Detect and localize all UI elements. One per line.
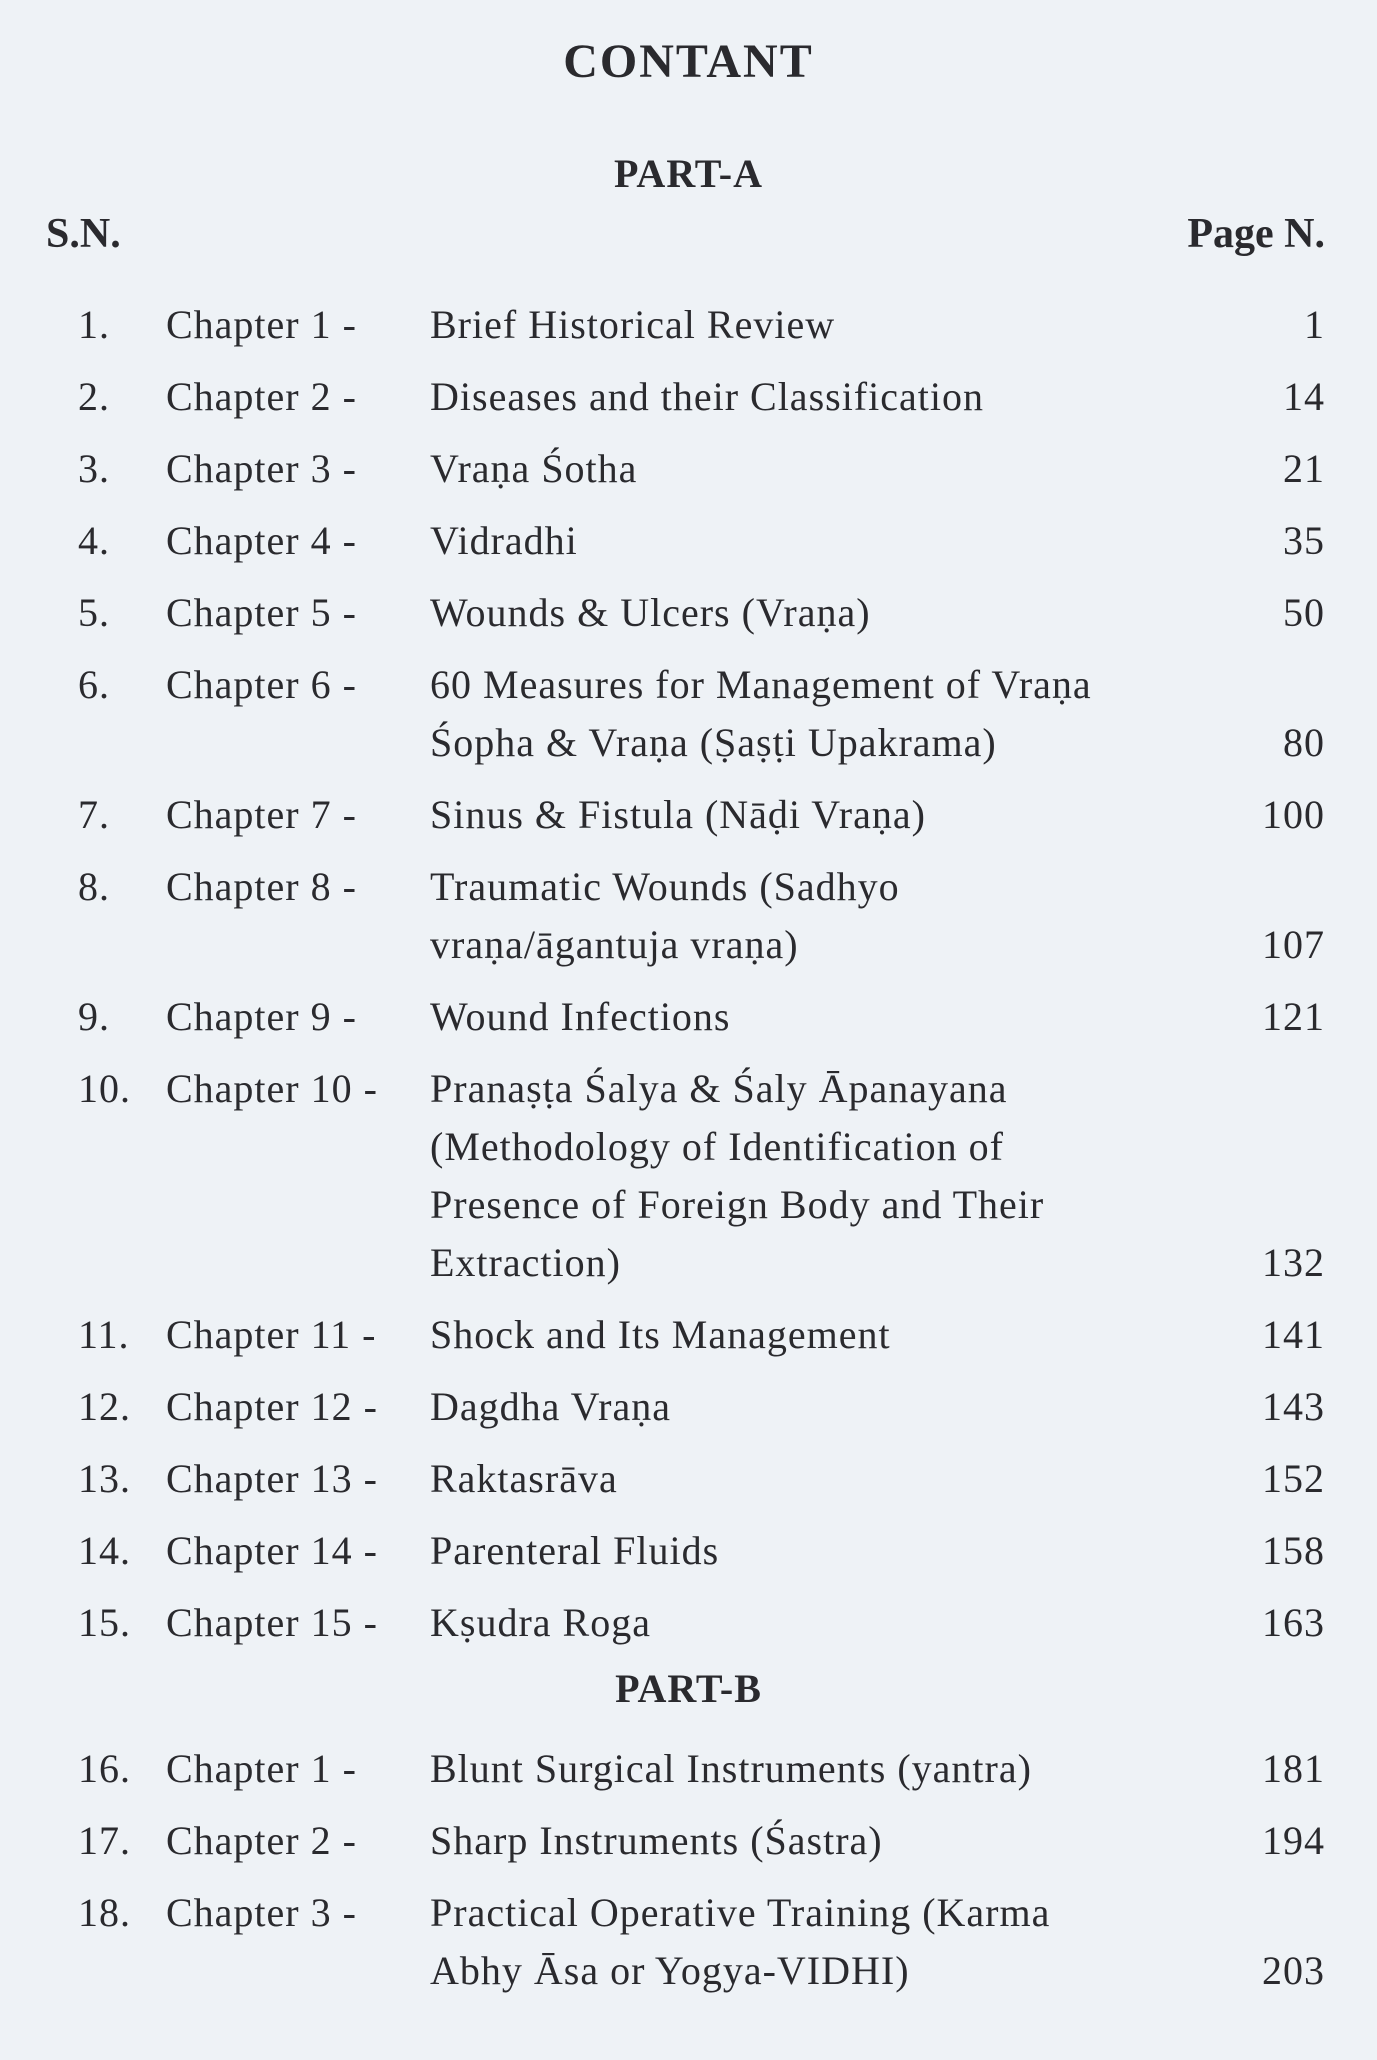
entry-title-line: Parenteral Fluids bbox=[430, 1528, 720, 1573]
entry-title-line: Practical Operative Training (Karma bbox=[430, 1890, 1051, 1935]
entry-title-line: Pranaṣṭa Śalya & Śaly Āpanayana bbox=[430, 1066, 1008, 1111]
entry-chapter-label: Chapter 2 - bbox=[166, 1818, 357, 1863]
entry-page-number: 50 bbox=[1283, 590, 1325, 635]
entry-serial-number: 9. bbox=[78, 994, 110, 1039]
entry-chapter-label: Chapter 3 - bbox=[166, 446, 357, 491]
entry-chapter-label: Chapter 5 - bbox=[166, 590, 357, 635]
entry-title-line: Kṣudra Roga bbox=[430, 1600, 651, 1645]
entry-title bbox=[430, 1594, 1250, 1652]
toc-entry bbox=[0, 786, 1377, 844]
page-title: CONTANT bbox=[563, 35, 814, 88]
entry-title-line: Vraṇa Śotha bbox=[430, 446, 638, 491]
entry-chapter-label: Chapter 7 - bbox=[166, 792, 357, 837]
entry-page-number: 14 bbox=[1283, 374, 1325, 419]
entry-title-line: Sinus & Fistula (Nāḍi Vraṇa) bbox=[430, 792, 926, 837]
entry-page-number: 181 bbox=[1262, 1746, 1325, 1791]
entry-title bbox=[430, 1812, 1250, 1870]
entry-page-number: 132 bbox=[1262, 1240, 1325, 1285]
entry-serial-number: 10. bbox=[78, 1066, 131, 1111]
entry-serial-number: 1. bbox=[78, 302, 110, 347]
entry-chapter-label: Chapter 13 - bbox=[166, 1456, 378, 1501]
entry-page-number: 163 bbox=[1262, 1600, 1325, 1645]
entry-title-line: Abhy Āsa or Yogya-VIDHI) bbox=[430, 1948, 910, 1993]
entry-chapter-label: Chapter 11 - bbox=[166, 1312, 377, 1357]
toc-entry bbox=[0, 988, 1377, 1046]
entry-title bbox=[430, 1060, 1250, 1292]
part-b-heading: PART-B bbox=[615, 1666, 762, 1711]
entry-title bbox=[430, 1884, 1250, 2000]
entry-title bbox=[430, 512, 1250, 570]
entry-serial-number: 18. bbox=[78, 1890, 131, 1935]
entry-page-number: 80 bbox=[1283, 720, 1325, 765]
entry-title-line: Sharp Instruments (Śastra) bbox=[430, 1818, 883, 1863]
entry-chapter-label: Chapter 9 - bbox=[166, 994, 357, 1039]
toc-entry bbox=[0, 1522, 1377, 1580]
toc-entry bbox=[0, 1306, 1377, 1364]
entry-chapter-label: Chapter 3 - bbox=[166, 1890, 357, 1935]
entry-title bbox=[430, 858, 1250, 974]
entry-title bbox=[430, 1740, 1250, 1798]
entry-page-number: 194 bbox=[1262, 1818, 1325, 1863]
entry-serial-number: 17. bbox=[78, 1818, 131, 1863]
entry-serial-number: 14. bbox=[78, 1528, 131, 1573]
entry-chapter-label: Chapter 15 - bbox=[166, 1600, 378, 1645]
entry-page-number: 203 bbox=[1262, 1948, 1325, 1993]
entry-title bbox=[430, 1522, 1250, 1580]
entry-page-number: 121 bbox=[1262, 994, 1325, 1039]
entry-title bbox=[430, 656, 1250, 772]
toc-entry bbox=[0, 584, 1377, 642]
entry-serial-number: 6. bbox=[78, 662, 110, 707]
toc-entry bbox=[0, 368, 1377, 426]
entry-title-line: Dagdha Vraṇa bbox=[430, 1384, 671, 1429]
entry-title-line: Extraction) bbox=[430, 1240, 621, 1285]
toc-entry bbox=[0, 512, 1377, 570]
serial-number-header: S.N. bbox=[46, 211, 121, 257]
entry-title-line: Diseases and their Classification bbox=[430, 374, 984, 419]
entry-title bbox=[430, 988, 1250, 1046]
toc-entry bbox=[0, 1812, 1377, 1870]
entry-serial-number: 15. bbox=[78, 1600, 131, 1645]
entry-serial-number: 16. bbox=[78, 1746, 131, 1791]
entry-title bbox=[430, 584, 1250, 642]
toc-entry bbox=[0, 656, 1377, 772]
part-b-contents-list bbox=[0, 1740, 1377, 2000]
entry-page-number: 100 bbox=[1262, 792, 1325, 837]
entry-serial-number: 11. bbox=[78, 1312, 130, 1357]
entry-chapter-label: Chapter 14 - bbox=[166, 1528, 378, 1573]
part-a-contents-list bbox=[0, 296, 1377, 1652]
entry-serial-number: 2. bbox=[78, 374, 110, 419]
entry-serial-number: 12. bbox=[78, 1384, 131, 1429]
entry-chapter-label: Chapter 4 - bbox=[166, 518, 357, 563]
entry-page-number: 107 bbox=[1262, 922, 1325, 967]
toc-entry bbox=[0, 440, 1377, 498]
entry-title-line: Raktasrāva bbox=[430, 1456, 618, 1501]
page-number-header: Page N. bbox=[1187, 211, 1325, 257]
entry-page-number: 21 bbox=[1283, 446, 1325, 491]
entry-serial-number: 7. bbox=[78, 792, 110, 837]
entry-chapter-label: Chapter 12 - bbox=[166, 1384, 378, 1429]
toc-entry bbox=[0, 1740, 1377, 1798]
entry-title-line: Vidradhi bbox=[430, 518, 578, 563]
entry-serial-number: 4. bbox=[78, 518, 110, 563]
entry-title bbox=[430, 1450, 1250, 1508]
entry-serial-number: 8. bbox=[78, 864, 110, 909]
entry-title-line: Wound Infections bbox=[430, 994, 731, 1039]
toc-entry bbox=[0, 1060, 1377, 1292]
entry-chapter-label: Chapter 6 - bbox=[166, 662, 357, 707]
entry-serial-number: 3. bbox=[78, 446, 110, 491]
entry-title-line: Wounds & Ulcers (Vraṇa) bbox=[430, 590, 871, 635]
entry-chapter-label: Chapter 1 - bbox=[166, 302, 357, 347]
entry-title-line: Brief Historical Review bbox=[430, 302, 836, 347]
entry-chapter-label: Chapter 8 - bbox=[166, 864, 357, 909]
entry-title-line: Blunt Surgical Instruments (yantra) bbox=[430, 1746, 1032, 1791]
entry-serial-number: 5. bbox=[78, 590, 110, 635]
entry-title-line: (Methodology of Identification of bbox=[430, 1124, 1004, 1169]
entry-title bbox=[430, 1378, 1250, 1436]
toc-entry bbox=[0, 1594, 1377, 1652]
entry-title bbox=[430, 1306, 1250, 1364]
entry-title bbox=[430, 368, 1250, 426]
entry-title-line: Śopha & Vraṇa (Ṣaṣṭi Upakrama) bbox=[430, 720, 997, 765]
toc-entry bbox=[0, 1450, 1377, 1508]
entry-title-line: vraṇa/āgantuja vraṇa) bbox=[430, 922, 799, 967]
entry-page-number: 152 bbox=[1262, 1456, 1325, 1501]
toc-entry bbox=[0, 1884, 1377, 2000]
entry-title-line: Shock and Its Management bbox=[430, 1312, 891, 1357]
entry-page-number: 35 bbox=[1283, 518, 1325, 563]
entry-page-number: 1 bbox=[1304, 302, 1325, 347]
toc-entry bbox=[0, 858, 1377, 974]
entry-page-number: 141 bbox=[1262, 1312, 1325, 1357]
entry-page-number: 158 bbox=[1262, 1528, 1325, 1573]
entry-title bbox=[430, 786, 1250, 844]
entry-title-line: Traumatic Wounds (Sadhyo bbox=[430, 864, 900, 909]
entry-serial-number: 13. bbox=[78, 1456, 131, 1501]
entry-title bbox=[430, 296, 1250, 354]
part-a-heading: PART-A bbox=[613, 151, 764, 196]
toc-entry bbox=[0, 1378, 1377, 1436]
entry-chapter-label: Chapter 1 - bbox=[166, 1746, 357, 1791]
entry-title-line: Presence of Foreign Body and Their bbox=[430, 1182, 1045, 1227]
entry-title bbox=[430, 440, 1250, 498]
entry-page-number: 143 bbox=[1262, 1384, 1325, 1429]
toc-entry bbox=[0, 296, 1377, 354]
entry-title-line: 60 Measures for Management of Vraṇa bbox=[430, 662, 1092, 707]
entry-chapter-label: Chapter 2 - bbox=[166, 374, 357, 419]
entry-chapter-label: Chapter 10 - bbox=[166, 1066, 378, 1111]
